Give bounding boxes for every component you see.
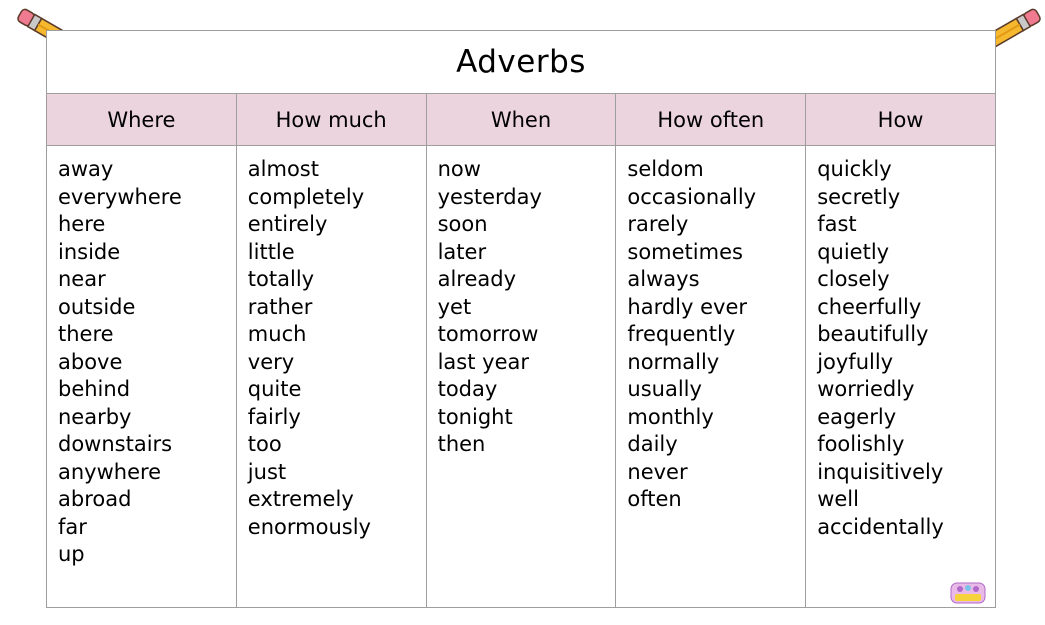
- adverb-word: later: [437, 239, 487, 264]
- column-how-much: [237, 146, 427, 607]
- adverb-word: daily: [627, 432, 678, 456]
- header-where: Where: [47, 94, 237, 145]
- column-how-often: [616, 146, 806, 607]
- adverb-word: rarely: [627, 212, 689, 236]
- adverb-word: tonight: [437, 404, 513, 429]
- adverb-word: behind: [58, 377, 131, 401]
- adverb-word: seldom: [627, 157, 704, 181]
- adverb-word: rather: [247, 294, 313, 319]
- adverb-word: then: [437, 432, 486, 456]
- adverb-word: completely: [247, 184, 365, 209]
- adverb-word: inquisitively: [817, 459, 944, 484]
- adverb-word: away: [58, 157, 114, 181]
- adverb-word: totally: [247, 267, 315, 291]
- adverb-word: soon: [437, 212, 488, 236]
- adverb-word: monthly: [627, 404, 714, 429]
- adverb-word: already: [437, 267, 517, 291]
- adverb-word: outside: [58, 294, 136, 319]
- adverb-word: normally: [627, 349, 720, 374]
- adverb-word: quite: [247, 377, 302, 401]
- header-when: When: [427, 94, 617, 145]
- adverb-word: anywhere: [58, 459, 162, 484]
- adverb-word: everywhere: [58, 184, 182, 209]
- adverb-word: sometimes: [627, 239, 743, 264]
- adverb-word: well: [817, 487, 859, 511]
- page-title: Adverbs: [456, 44, 586, 80]
- adverb-word: cheerfully: [817, 294, 922, 319]
- adverb-word: usually: [627, 377, 702, 401]
- adverb-word: extremely: [247, 487, 354, 511]
- adverb-word: much: [247, 322, 307, 346]
- adverb-word: near: [58, 267, 106, 291]
- column-how: [806, 146, 995, 607]
- adverb-word: now: [437, 157, 481, 181]
- header-how: How: [877, 107, 924, 132]
- adverb-word: above: [58, 349, 123, 374]
- adverb-word: joyfully: [817, 349, 894, 374]
- adverb-word: fairly: [247, 404, 301, 429]
- adverb-word: hardly ever: [627, 294, 748, 319]
- adverb-word: fast: [817, 212, 857, 236]
- adverb-word: frequently: [627, 322, 736, 346]
- adverb-word: far: [58, 514, 87, 539]
- adverb-word: secretly: [817, 184, 901, 209]
- header-how-often: How often: [616, 94, 806, 145]
- adverb-word: occasionally: [627, 184, 757, 209]
- publisher-logo: [950, 582, 986, 604]
- adverb-word: too: [247, 432, 282, 456]
- adverb-word: here: [58, 212, 106, 236]
- adverb-word: yet: [437, 294, 472, 319]
- adverb-word: little: [247, 239, 295, 264]
- header-how-much: How much: [237, 94, 427, 145]
- adverb-word: always: [627, 267, 700, 291]
- adverb-word: last year: [437, 349, 529, 374]
- adverb-word: closely: [817, 267, 890, 291]
- adverb-word: foolishly: [817, 432, 905, 456]
- header-row: [47, 94, 995, 146]
- adverb-word: never: [627, 459, 688, 484]
- adverb-word: enormously: [247, 514, 371, 539]
- column-when: [427, 146, 617, 607]
- adverb-word: today: [437, 377, 498, 401]
- adverb-word: entirely: [247, 212, 328, 236]
- adverb-word: abroad: [58, 487, 132, 511]
- adverb-word: accidentally: [817, 514, 944, 539]
- adverb-word: beautifully: [817, 322, 929, 346]
- adverb-word: inside: [58, 239, 121, 264]
- adverb-word: almost: [247, 157, 319, 181]
- adverb-word: quietly: [817, 239, 890, 264]
- adverb-word: just: [247, 459, 287, 484]
- adverb-word: tomorrow: [437, 322, 539, 346]
- adverb-word: quickly: [817, 157, 892, 181]
- adverb-word: downstairs: [58, 432, 173, 456]
- adverb-word: eagerly: [817, 404, 897, 429]
- body-row: [47, 146, 995, 607]
- column-where: [47, 146, 237, 607]
- adverb-word: there: [58, 322, 114, 346]
- adverb-word: up: [58, 542, 85, 566]
- adverbs-table: [46, 30, 996, 608]
- adverb-word: often: [627, 487, 682, 511]
- title-row: [47, 31, 995, 94]
- adverb-word: very: [247, 349, 295, 374]
- adverb-word: nearby: [58, 404, 132, 429]
- adverb-word: yesterday: [437, 184, 542, 209]
- adverb-word: worriedly: [817, 377, 915, 401]
